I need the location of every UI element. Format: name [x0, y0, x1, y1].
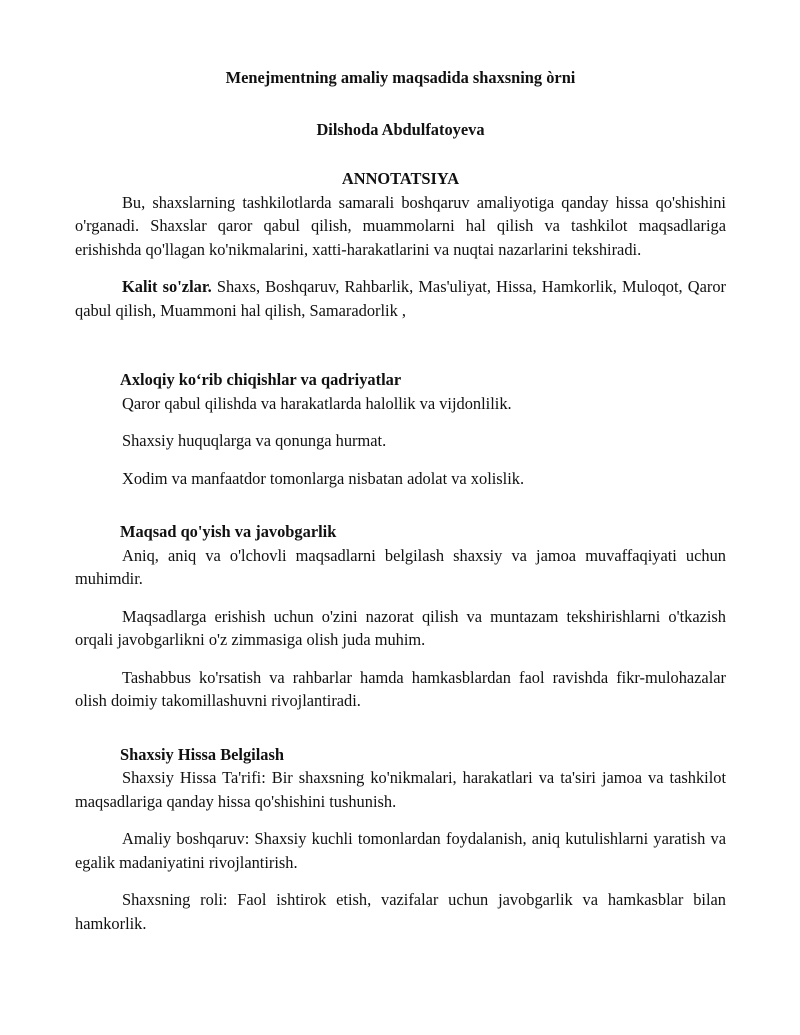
section-paragraph: Shaxsning roli: Faol ishtirok etish, vazifalar uchun javobgarlik va hamkasblar bilan hamkorlik. — [75, 890, 726, 933]
section-heading-goals: Maqsad qo'yish va javobgarlik — [120, 522, 337, 541]
keywords-label: Kalit so'zlar. — [122, 277, 212, 296]
section-paragraph: Tashabbus ko'rsatish va rahbarlar hamda hamkasblardan faol ravishda fikr-mulohazalar olish doimiy takomillashuvni rivojlantiradi. — [75, 667, 726, 710]
section-paragraph: Aniq, aniq va o'lchovli maqsadlarni belgilash shaxsiy va jamoa muvaffaqiyati uchun muhimdir. — [75, 545, 726, 588]
section-paragraph: Xodim va manfaatdor tomonlarga nisbatan adolat va xolislik. — [122, 468, 525, 488]
keywords-text: Shaxs, Boshqaruv, Rahbarlik, Mas'uliyat, Hissa, Hamkorlik, Muloqot, Qaror qabul qilish, Muammoni hal qilish, Samaradorlik , — [75, 277, 726, 320]
section-paragraph: Shaxsiy huquqlarga va qonunga hurmat. — [122, 431, 387, 450]
author-name: Dilshoda Abdulfatoyeva — [316, 119, 485, 139]
section-heading-ethics: Axloqiy ko‘rib chiqishlar va qadriyatlar — [120, 370, 402, 389]
section-paragraph: Maqsadlarga erishish uchun o'zini nazorat qilish va muntazam tekshirishlarni o'tkazish orqali javobgarlikni o'z zimmasiga olish juda muhim. — [75, 606, 726, 649]
section-paragraph: Qaror qabul qilishda va harakatlarda halollik va vijdonlilik. — [122, 393, 512, 413]
section-heading-contribution: Shaxsiy Hissa Belgilash — [120, 744, 284, 764]
section-paragraph: Shaxsiy Hissa Ta'rifi: Bir shaxsning ko'nikmalari, harakatlari va ta'siri jamoa va tashkilot maqsadlariga qanday hissa qo'shishini tushunish. — [75, 768, 726, 811]
document-title: Menejmentning amaliy maqsadida shaxsning òrni — [225, 68, 576, 87]
annotation-heading: ANNOTATSIYA — [341, 169, 460, 188]
section-paragraph: Amaliy boshqaruv: Shaxsiy kuchli tomonlardan foydalanish, aniq kutulishlarni yaratish va egalik madaniyatini rivojlantirish. — [75, 829, 726, 872]
keywords-paragraph — [75, 275, 726, 322]
abstract-paragraph: Bu, shaxslarning tashkilotlarda samarali boshqaruv amaliyotiga qanday hissa qo'shishini o'rganadi. Shaxslar qaror qabul qilish, muammolarni hal qilish va tashkilot maqsadlariga erishishda qo'llagan ko'nikmalarini, xatti-harakatlarini va nuqtai nazarlarini tekshiradi. — [75, 192, 726, 259]
document-page — [75, 60, 726, 935]
